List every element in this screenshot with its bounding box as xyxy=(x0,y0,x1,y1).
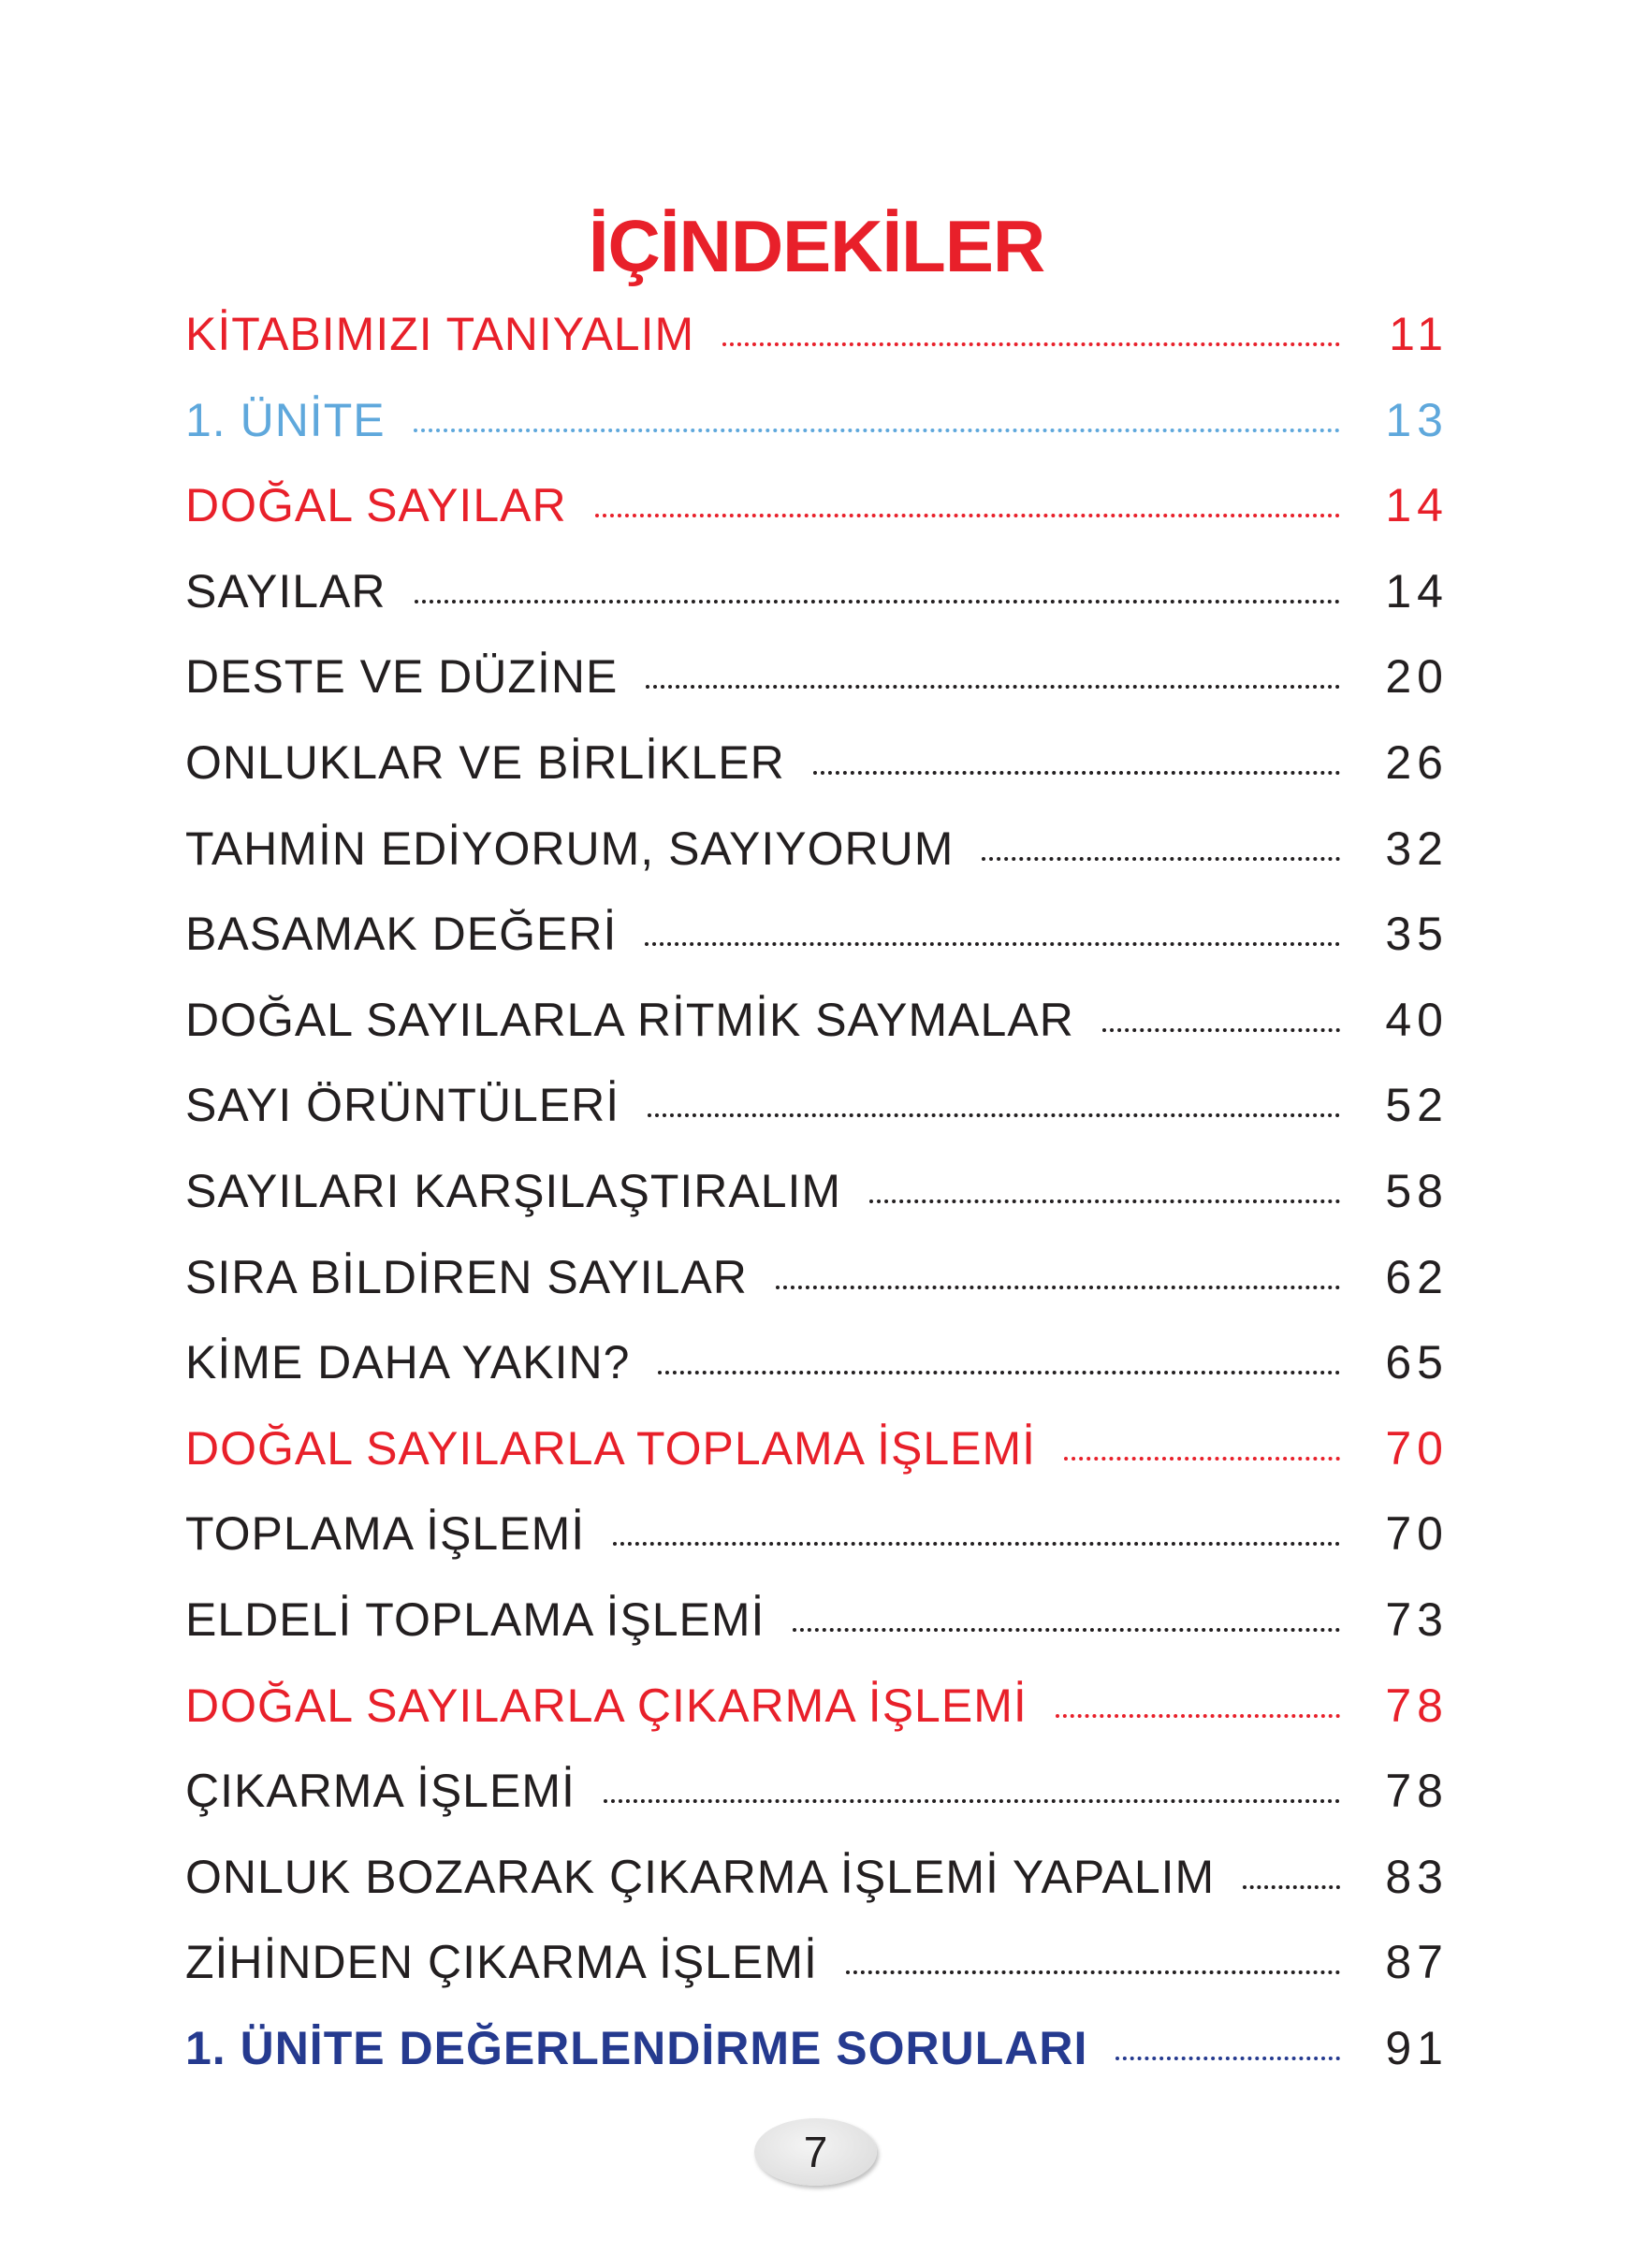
toc-entry[interactable] xyxy=(185,1935,1449,2021)
toc-entry-page: 73 xyxy=(1385,1592,1449,1646)
toc-entry[interactable] xyxy=(185,1078,1449,1164)
toc-entry[interactable] xyxy=(185,907,1449,993)
toc-entry-page: 35 xyxy=(1385,908,1449,961)
toc-entry-label: TAHMİN EDİYORUM, SAYIYORUM xyxy=(185,821,955,875)
dot-leader xyxy=(776,1286,1340,1289)
toc-entry[interactable] xyxy=(185,1679,1449,1765)
dot-leader xyxy=(1102,1028,1340,1032)
toc-entry-page: 78 xyxy=(1385,1679,1449,1732)
toc-entry-label: TOPLAMA İŞLEMİ xyxy=(185,1507,586,1561)
toc-entry-page: 13 xyxy=(1385,393,1449,446)
toc-entry-page: 14 xyxy=(1385,479,1449,532)
toc-entry[interactable] xyxy=(185,1506,1449,1592)
toc-entry-page: 87 xyxy=(1385,1936,1449,1989)
toc-entry-page: 20 xyxy=(1385,650,1449,704)
toc-entry-page: 11 xyxy=(1389,308,1449,360)
toc-entry-page: 65 xyxy=(1385,1336,1449,1389)
toc-entry[interactable] xyxy=(185,564,1449,650)
toc-entry-page: 52 xyxy=(1385,1079,1449,1132)
toc-entry-label: DOĞAL SAYILARLA TOPLAMA İŞLEMİ xyxy=(185,1421,1037,1475)
toc-entry-label: ELDELİ TOPLAMA İŞLEMİ xyxy=(185,1592,765,1646)
page-title: İÇİNDEKİLER xyxy=(588,205,1045,287)
toc-entry-label: SAYILAR xyxy=(185,564,386,618)
dot-leader xyxy=(595,514,1340,517)
toc-entry-label: ÇIKARMA İŞLEMİ xyxy=(185,1765,576,1818)
table-of-contents xyxy=(185,307,1449,2106)
dot-leader xyxy=(869,1199,1340,1203)
toc-entry-label: KİTABIMIZI TANIYALIM xyxy=(185,308,695,360)
toc-entry-page: 26 xyxy=(1385,735,1449,789)
toc-entry-page: 83 xyxy=(1385,1850,1449,1903)
dot-leader xyxy=(1115,2057,1340,2060)
dot-leader xyxy=(645,942,1340,946)
toc-entry-label: DOĞAL SAYILARLA ÇIKARMA İŞLEMİ xyxy=(185,1679,1028,1732)
toc-entry-label: 1. ÜNİTE DEĞERLENDİRME SORULARI xyxy=(185,2021,1088,2074)
dot-leader xyxy=(813,771,1340,775)
dot-leader xyxy=(646,685,1340,689)
dot-leader xyxy=(793,1628,1340,1632)
toc-entry-label: ONLUK BOZARAK ÇIKARMA İŞLEMİ YAPALIM xyxy=(185,1850,1216,1903)
toc-entry[interactable] xyxy=(185,993,1449,1079)
toc-entry-label: DOĞAL SAYILAR xyxy=(185,479,567,532)
dot-leader xyxy=(982,857,1340,861)
toc-entry-label: ZİHİNDEN ÇIKARMA İŞLEMİ xyxy=(185,1936,818,1989)
toc-entry[interactable] xyxy=(185,393,1449,479)
toc-entry[interactable] xyxy=(185,1250,1449,1336)
dot-leader xyxy=(658,1371,1340,1374)
dot-leader xyxy=(1056,1714,1340,1718)
dot-leader xyxy=(1243,1885,1340,1889)
dot-leader xyxy=(648,1113,1340,1117)
dot-leader xyxy=(1064,1457,1340,1461)
toc-entry-page: 62 xyxy=(1385,1250,1449,1303)
toc-entry-label: ONLUKLAR VE BİRLİKLER xyxy=(185,735,785,789)
toc-entry-label: SAYILARI KARŞILAŞTIRALIM xyxy=(185,1164,842,1217)
dot-leader xyxy=(414,429,1340,432)
toc-entry-label: 1. ÜNİTE xyxy=(185,393,386,446)
toc-entry-page: 14 xyxy=(1385,564,1449,618)
dot-leader xyxy=(613,1542,1340,1546)
dot-leader xyxy=(722,342,1340,346)
dot-leader xyxy=(415,600,1341,603)
toc-entry[interactable] xyxy=(185,1764,1449,1850)
toc-entry[interactable] xyxy=(185,1592,1449,1679)
toc-entry-page: 40 xyxy=(1385,993,1449,1046)
toc-entry[interactable] xyxy=(185,735,1449,821)
page-number: 7 xyxy=(754,2118,877,2186)
toc-entry[interactable] xyxy=(185,2021,1449,2107)
toc-entry-label: SAYI ÖRÜNTÜLERİ xyxy=(185,1079,620,1132)
toc-entry-label: BASAMAK DEĞERİ xyxy=(185,908,618,961)
toc-entry[interactable] xyxy=(185,821,1449,908)
toc-entry[interactable] xyxy=(185,1164,1449,1250)
toc-entry-label: SIRA BİLDİREN SAYILAR xyxy=(185,1250,748,1303)
toc-entry[interactable] xyxy=(185,1335,1449,1421)
toc-entry[interactable] xyxy=(185,1421,1449,1507)
toc-entry[interactable] xyxy=(185,307,1449,393)
dot-leader xyxy=(604,1799,1340,1803)
dot-leader xyxy=(846,1970,1340,1974)
toc-entry[interactable] xyxy=(185,649,1449,735)
toc-entry-page: 70 xyxy=(1385,1421,1449,1475)
toc-entry-page: 58 xyxy=(1385,1164,1449,1217)
toc-entry-label: KİME DAHA YAKIN? xyxy=(185,1336,631,1389)
toc-entry-page: 78 xyxy=(1385,1765,1449,1818)
toc-entry-page: 91 xyxy=(1385,2021,1449,2074)
toc-entry[interactable] xyxy=(185,1850,1449,1936)
toc-entry[interactable] xyxy=(185,478,1449,564)
toc-entry-page: 70 xyxy=(1385,1507,1449,1561)
toc-entry-label: DOĞAL SAYILARLA RİTMİK SAYMALAR xyxy=(185,993,1074,1046)
toc-entry-label: DESTE VE DÜZİNE xyxy=(185,650,619,704)
toc-entry-page: 32 xyxy=(1385,821,1449,875)
